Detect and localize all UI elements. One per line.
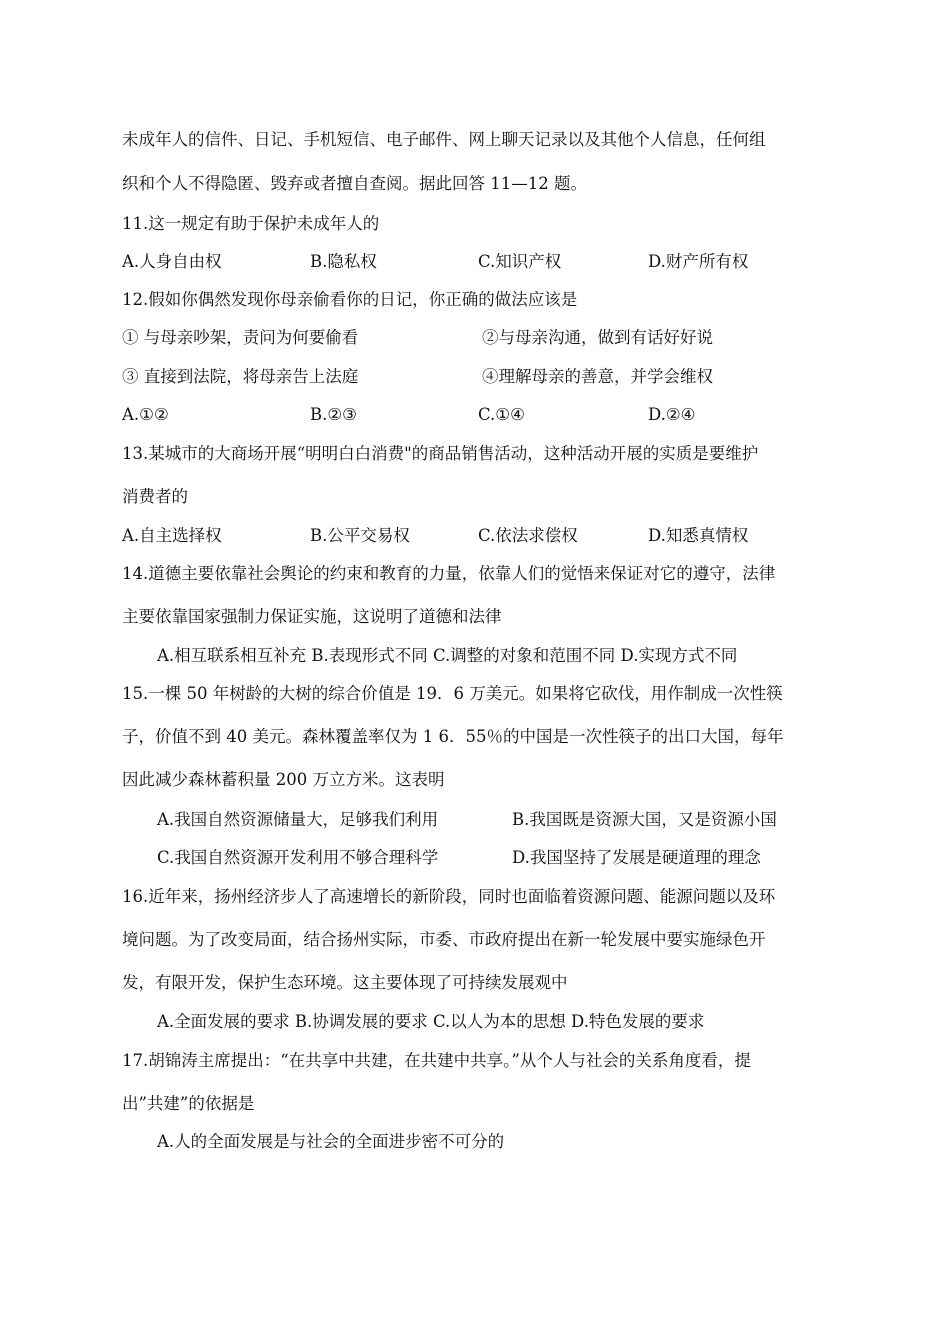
- question-13-stem-line-2: 消费者的: [122, 487, 188, 506]
- question-15-stem-line-3: 因此减少森林蓄积量 200 万立方米。这表明: [122, 770, 445, 789]
- question-13-option-d: D.知悉真情权: [648, 526, 749, 545]
- question-13-option-a: A.自主选择权: [122, 526, 222, 545]
- question-12-item-4: ④理解母亲的善意，并学会维权: [482, 367, 713, 386]
- question-11-option-a: A.人身自由权: [122, 252, 222, 271]
- question-11-option-d: D.财产所有权: [648, 252, 749, 271]
- question-15-option-c: C.我国自然资源开发利用不够合理科学: [157, 848, 439, 867]
- question-13-stem-line-1: 13.某城市的大商场开展“明明白白消费"的商品销售活动，这种活动开展的实质是要维护: [122, 444, 759, 463]
- question-17-option-a: A.人的全面发展是与社会的全面进步密不可分的: [157, 1132, 505, 1151]
- question-11-stem: 11.这一规定有助于保护未成年人的: [122, 214, 380, 233]
- question-12-option-b: B.②③: [310, 405, 357, 424]
- question-17-stem-line-1: 17.胡锦涛主席提出：“在共享中共建，在共建中共享。”从个人与社会的关系角度看，提: [122, 1051, 751, 1070]
- question-13-option-b: B.公平交易权: [310, 526, 410, 545]
- question-12-item-3: ③ 直接到法院，将母亲告上法庭: [122, 367, 359, 386]
- question-14-stem-line-1: 14.道德主要依靠社会舆论的约束和教育的力量，依靠人们的觉悟来保证对它的遵守，法律: [122, 564, 776, 583]
- question-12-option-d: D.②④: [648, 405, 696, 424]
- question-14-stem-line-2: 主要依靠国家强制力保证实施，这说明了道德和法律: [122, 607, 502, 626]
- question-16-stem-line-1: 16.近年来，扬州经济步人了高速增长的新阶段，同时也面临着资源问题、能源问题以及环: [122, 887, 776, 906]
- question-15-option-b: B.我国既是资源大国，又是资源小国: [512, 810, 777, 829]
- question-17-stem-line-2: 出”共建”的依据是: [122, 1094, 255, 1113]
- question-16-stem-line-2: 境问题。为了改变局面，结合扬州实际，市委、市政府提出在新一轮发展中要实施绿色开: [122, 930, 766, 949]
- intro-line-2: 织和个人不得隐匿、毁弃或者擅自查阅。据此回答 11—12 题。: [122, 174, 587, 193]
- question-12-option-c: C.①④: [478, 405, 525, 424]
- question-13-option-c: C.依法求偿权: [478, 526, 578, 545]
- question-11-option-b: B.隐私权: [310, 252, 377, 271]
- question-12-stem: 12.假如你偶然发现你母亲偷看你的日记，你正确的做法应该是: [122, 290, 578, 309]
- question-15-stem-line-2: 子，价值不到 40 美元。森林覆盖率仅为 1 6．55％的中国是一次性筷子的出口大国，每年: [122, 727, 784, 746]
- question-16-options: A.全面发展的要求 B.协调发展的要求 C.以人为本的思想 D.特色发展的要求: [157, 1012, 705, 1031]
- question-15-stem-line-1: 15.一棵 50 年树龄的大树的综合价值是 19．6 万美元。如果将它砍伐，用作制成一次性筷: [122, 684, 783, 703]
- question-16-stem-line-3: 发，有限开发，保护生态环境。这主要体现了可持续发展观中: [122, 973, 568, 992]
- intro-line-1: 未成年人的信件、日记、手机短信、电子邮件、网上聊天记录以及其他个人信息，任何组: [122, 130, 766, 149]
- question-15-option-a: A.我国自然资源储量大，足够我们利用: [157, 810, 439, 829]
- question-15-option-d: D.我国坚持了发展是硬道理的理念: [512, 848, 761, 867]
- question-14-options: A.相互联系相互补充 B.表现形式不同 C.调整的对象和范围不同 D.实现方式不同: [157, 646, 738, 665]
- question-11-option-c: C.知识产权: [478, 252, 562, 271]
- question-12-option-a: A.①②: [122, 405, 169, 424]
- question-12-item-1: ① 与母亲吵架，责问为何要偷看: [122, 328, 359, 347]
- question-12-item-2: ②与母亲沟通，做到有话好好说: [482, 328, 713, 347]
